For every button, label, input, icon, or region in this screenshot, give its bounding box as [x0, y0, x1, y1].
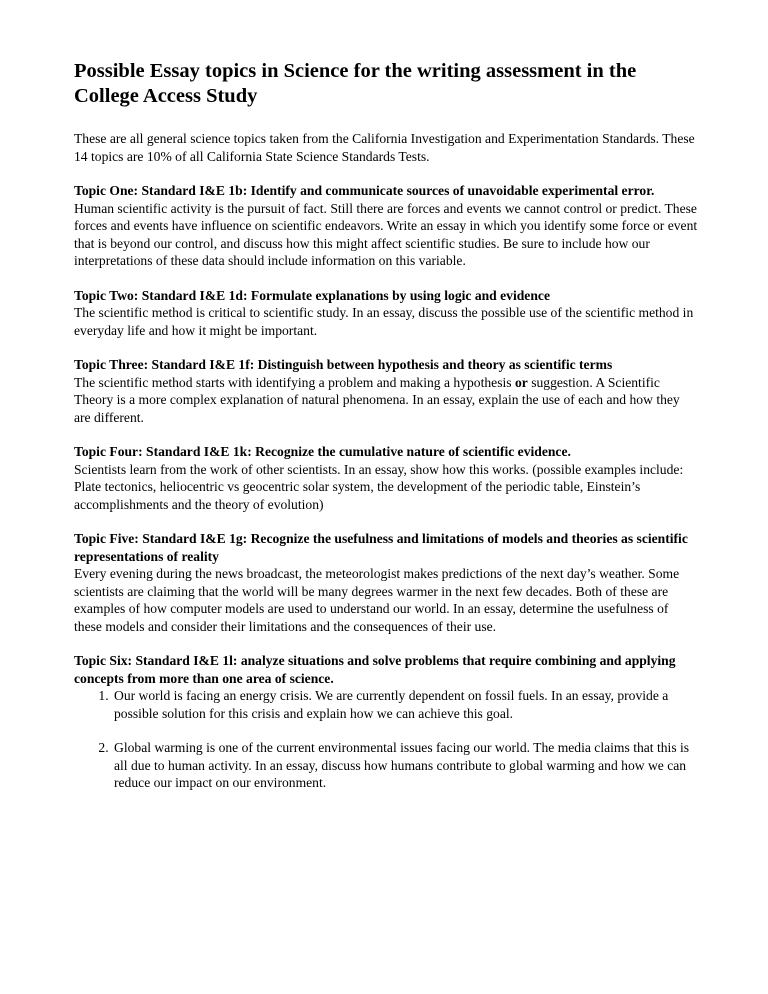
topic-body-emphasis: or: [514, 374, 528, 390]
topic-heading: Topic Five: Standard I&E 1g: Recognize the usefulness and limitations of models and theories as scientific representations of reality: [74, 531, 688, 564]
intro-paragraph: These are all general science topics taken from the California Investigation and Experimentation Standards. These 14 topics are 10% of all California State Science Standards Tests.: [74, 131, 695, 164]
topic-body: Human scientific activity is the pursuit of fact. Still there are forces and events we cannot control or predict. These forces and events have influence on scientific endeavors. Write an essay in which you identify some force or event that is beyond our control, and discuss how this might affect scientific studies. Be sure to include how our interpretations of these data should include information on this variable.: [74, 200, 698, 268]
topic-heading: Topic Six: Standard I&E 1l: analyze situations and solve problems that require combining and applying concepts from more than one area of science.: [74, 653, 676, 686]
document-page: [74, 59, 698, 809]
topic-body: The scientific method is critical to scientific study. In an essay, discuss the possible use of the scientific method in everyday life and how it might be important.: [74, 305, 694, 338]
topic-body: [74, 374, 698, 427]
topic-six-list: [74, 687, 698, 792]
topic-body: Scientists learn from the work of other scientists. In an essay, show how this works. (possible examples include: Plate tectonics, heliocentric vs geocentric solar system, the development of the periodic table, Einstein’s accomplishments and the theory of evolution): [74, 461, 684, 512]
topic-five: [74, 530, 698, 635]
list-item: 1. Our world is facing an energy crisis. We are currently dependent on fossil fuels. In an essay, provide a possible solution for this crisis and explain how we can achieve this goal.: [112, 687, 698, 722]
topic-six: [74, 652, 698, 792]
topic-heading: Topic Four: Standard I&E 1k: Recognize the cumulative nature of scientific evidence.: [74, 444, 571, 459]
topic-two: [74, 287, 698, 340]
topic-body-text: suggestion. A Scientific Theory is a more complex explanation of natural phenomena. In an essay, explain the use of each and how they are different.: [74, 374, 680, 425]
document-title: Possible Essay topics in Science for the writing assessment in the College Access Study: [74, 60, 637, 107]
topic-four: [74, 443, 698, 513]
topic-heading: Topic One: Standard I&E 1b: Identify and communicate sources of unavoidable experimental error.: [74, 183, 655, 198]
topic-one: [74, 182, 698, 270]
topic-body: Every evening during the news broadcast, the meteorologist makes predictions of the next day’s weather. Some scientists are claiming that the world will be many degrees warmer in the next few decades. Both of these are examples of how computer models are used to understand our world. In an essay, determine the usefulness of these models and consider their limitations and the consequences of their use.: [74, 566, 680, 634]
list-item: 2. Global warming is one of the current environmental issues facing our world. The media claims that this is all due to human activity. In an essay, discuss how humans contribute to global warming and how we can reduce our impact on our environment.: [112, 739, 698, 792]
topic-three: [74, 356, 698, 426]
topic-body-text: The scientific method starts with identifying a problem and making a hypothesis: [74, 374, 515, 390]
topic-heading: Topic Two: Standard I&E 1d: Formulate explanations by using logic and evidence: [74, 287, 550, 303]
topic-heading: Topic Three: Standard I&E 1f: Distinguish between hypothesis and theory as scientific terms: [74, 357, 613, 372]
